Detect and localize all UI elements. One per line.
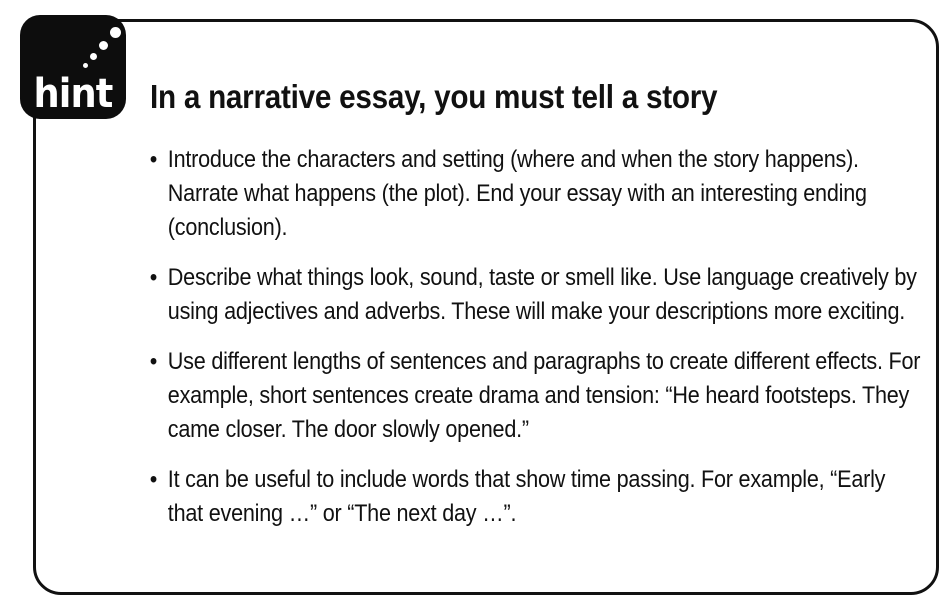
dot-decoration [99,41,108,50]
bullet-icon: • [149,146,158,173]
bullet-icon: • [149,466,158,493]
dot-decoration [83,63,88,68]
tip-item [148,143,924,245]
bullet-icon: • [149,348,158,375]
tip-text: Use different lengths of sentences and paragraphs to create different effects. For example, short sentences create drama and tension: “He heard footsteps. They came closer. The door slowly opened.” [167,348,921,443]
hint-title: In a narrative essay, you must tell a story [150,78,718,115]
tip-item [148,345,924,447]
tip-text: Describe what things look, sound, taste or smell like. Use language creatively by using adjectives and adverbs. These will make your descriptions more exciting. [167,264,917,325]
dot-decoration [90,53,97,60]
bullet-icon: • [149,264,158,291]
dot-decoration [110,27,121,38]
hint-badge-label: hint [33,71,113,117]
tip-item [148,261,924,329]
tip-text: It can be useful to include words that show time passing. For example, “Early that evening …” or “The next day …”. [167,466,886,527]
tip-item [148,463,924,531]
hint-badge [20,15,126,119]
tips-list [148,143,921,547]
tip-text: Introduce the characters and setting (where and when the story happens). Narrate what happens (the plot). End your essay with an interesting ending (conclusion). [167,146,867,241]
